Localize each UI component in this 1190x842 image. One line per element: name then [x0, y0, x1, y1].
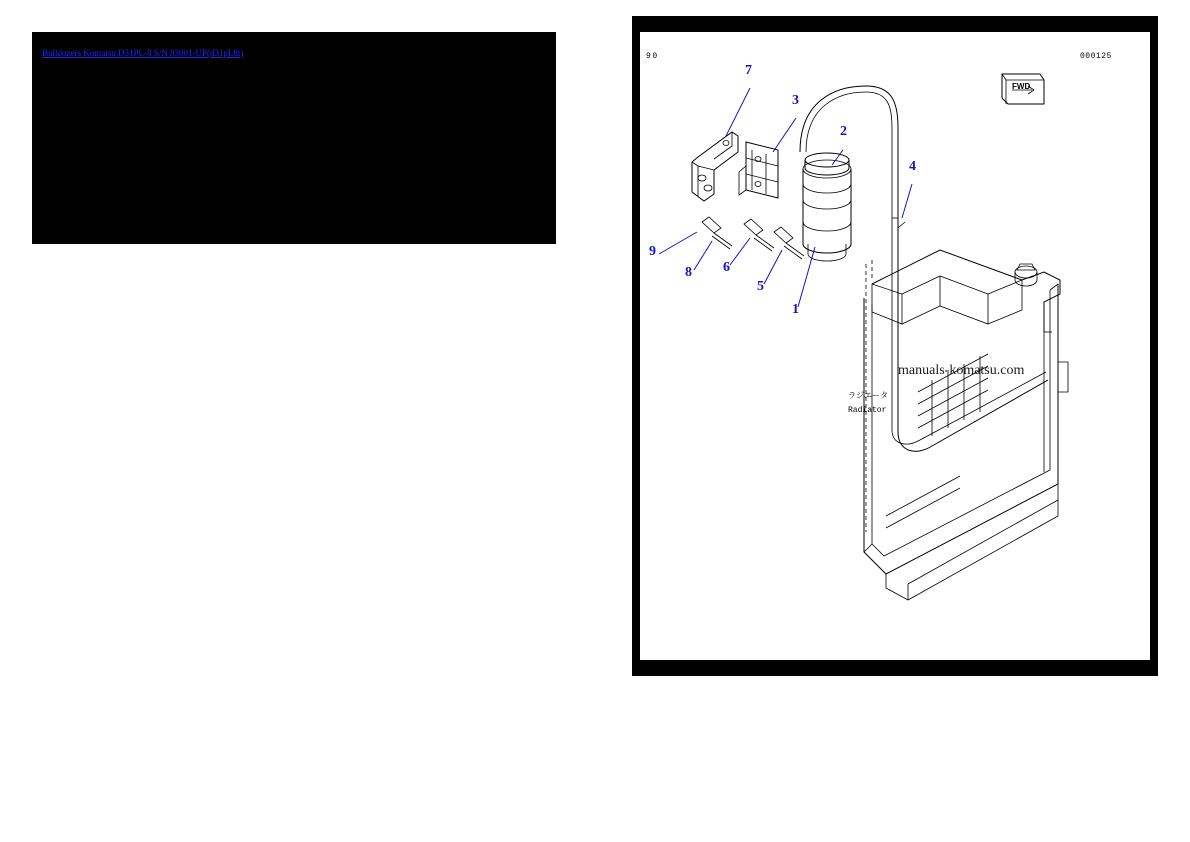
reservoir-tank-part: [803, 153, 851, 261]
callout-4[interactable]: 4: [909, 159, 916, 174]
radiator-label-en: Radiator: [848, 406, 887, 415]
page-number: 90: [646, 52, 659, 61]
callout-3[interactable]: 3: [792, 93, 799, 108]
diagram-sheet: [640, 32, 1150, 660]
fwd-label: FWD: [1012, 82, 1031, 91]
callout-1[interactable]: 1: [792, 302, 799, 317]
bracket-part: [692, 132, 738, 201]
title-panel: [32, 32, 556, 244]
drawing-number: 000125: [1080, 52, 1112, 61]
radiator-label-jp: ラジエータ: [848, 391, 888, 400]
callout-7[interactable]: 7: [745, 63, 752, 78]
callout-9[interactable]: 9: [649, 244, 656, 259]
callout-8[interactable]: 8: [685, 265, 692, 280]
radiator-part: [864, 250, 1068, 600]
clamp-part: [739, 142, 778, 198]
parts-diagram: [640, 32, 1150, 660]
breadcrumb-link[interactable]: Bulldozers Komatsu D31PL-8 S/N 83001-UP(d31pL8t): [42, 48, 244, 58]
callout-5[interactable]: 5: [757, 279, 764, 294]
bolt-parts: [702, 217, 804, 259]
diagram-panel: [632, 16, 1158, 676]
fwd-marker-icon: [1002, 74, 1044, 104]
callout-2[interactable]: 2: [840, 124, 847, 139]
callout-6[interactable]: 6: [723, 260, 730, 275]
watermark: manuals-komatsu.com: [898, 363, 1025, 378]
leader-lines: [659, 88, 912, 307]
hose-part: [800, 86, 1048, 451]
